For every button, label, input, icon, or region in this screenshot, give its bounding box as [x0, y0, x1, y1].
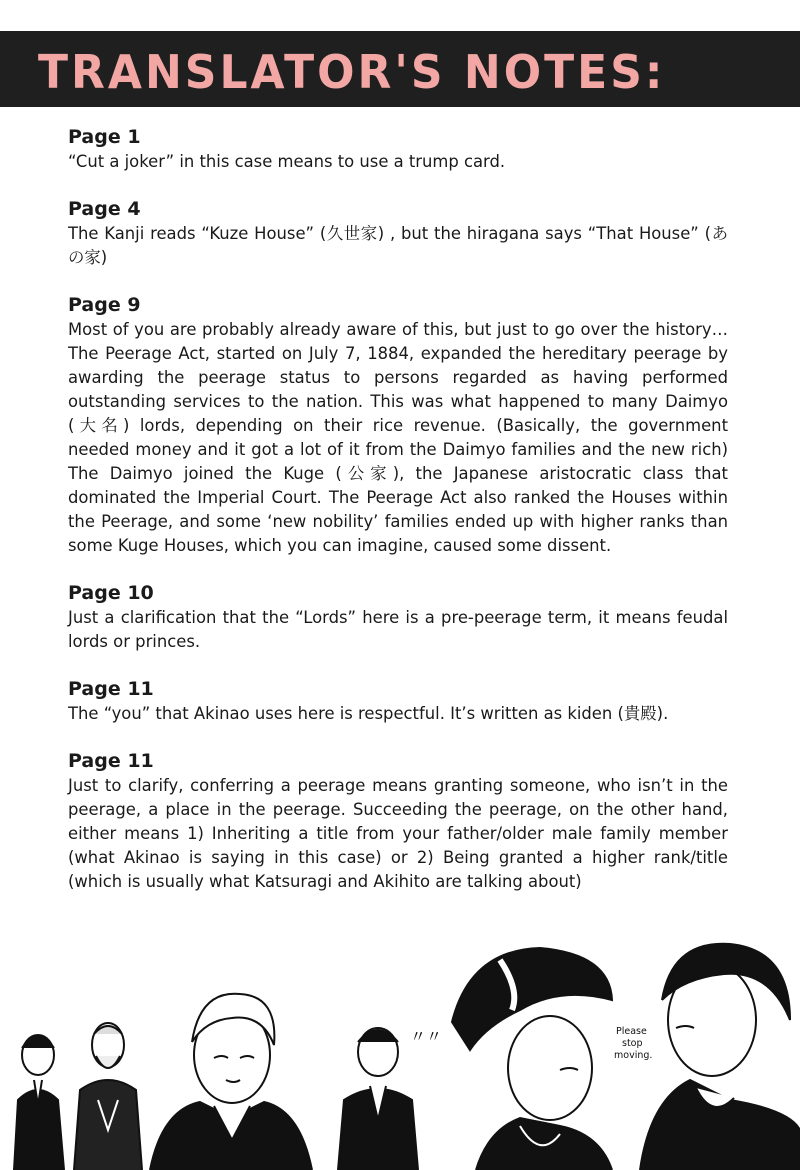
bubble-line: stop — [622, 1038, 643, 1049]
sfx-text: 〃〃 — [410, 1027, 443, 1046]
note-title: Page 4 — [68, 198, 141, 220]
note-title: Page 11 — [68, 678, 154, 700]
note-title: Page 1 — [68, 126, 141, 148]
note-title: Page 9 — [68, 294, 141, 316]
note-body: The “you” that Akinao uses here is respectful. It’s written as kiden (貴殿). — [68, 704, 669, 723]
figure-suited-man — [338, 1028, 418, 1170]
bubble-line: Please — [616, 1026, 647, 1037]
figure-blond-youth — [150, 994, 312, 1170]
figure-old-man — [74, 1023, 142, 1170]
note-item — [68, 292, 728, 558]
note-body: Just to clarify, conferring a peerage means granting someone, who isn’t in the peerage, a place in the peerage. Succeeding the peerage, on the other hand, either means 1) Inheriting a title from your father/older male family member (what Akinao is saying in this case) or 2) Being granted a higher rank/title (which is usually what Katsuragi and Akihito are talking about) — [68, 776, 728, 891]
figure-dark-haired-man — [640, 944, 800, 1170]
manga-illustration — [0, 930, 800, 1170]
figure-bicorne-officer — [452, 948, 612, 1170]
note-item — [68, 580, 728, 654]
note-item — [68, 748, 728, 894]
notes-list — [68, 124, 728, 916]
note-title: Page 11 — [68, 750, 154, 772]
note-item — [68, 196, 728, 270]
note-body: Most of you are probably already aware of this, but just to go over the history… The Peerage Act, started on July 7, 1884, expanded the hereditary peerage by awarding the peerage status to persons regarded as having performed outstanding services to the nation. This was what happened to many Daimyo (大名) lords, depending on their rice revenue. (Basically, the government needed money and it got a lot of it from the Daimyo families and the new rich) The Daimyo joined the Kuge (公家), the Japanese aristocratic class that dominated the Imperial Court. The Peerage Act also ranked the Houses within the Peerage, and some ‘new nobility’ families ended up with higher ranks than some Kuge Houses, which you can imagine, caused some dissent. — [68, 320, 728, 555]
note-title: Page 10 — [68, 582, 154, 604]
note-item — [68, 676, 728, 726]
note-body: Just a clarification that the “Lords” here is a pre-peerage term, it means feudal lords or princes. — [68, 608, 728, 651]
note-item — [68, 124, 728, 174]
page-title: TRANSLATOR'S NOTES: — [38, 46, 666, 100]
note-body: “Cut a joker” in this case means to use a trump card. — [68, 152, 506, 171]
figure-left-man — [14, 1035, 64, 1170]
bubble-line: moving. — [614, 1050, 653, 1061]
speech-bubble — [614, 1026, 652, 1061]
note-body: The Kanji reads “Kuze House” (久世家) , but the hiragana says “That House” (あの家) — [68, 224, 728, 267]
